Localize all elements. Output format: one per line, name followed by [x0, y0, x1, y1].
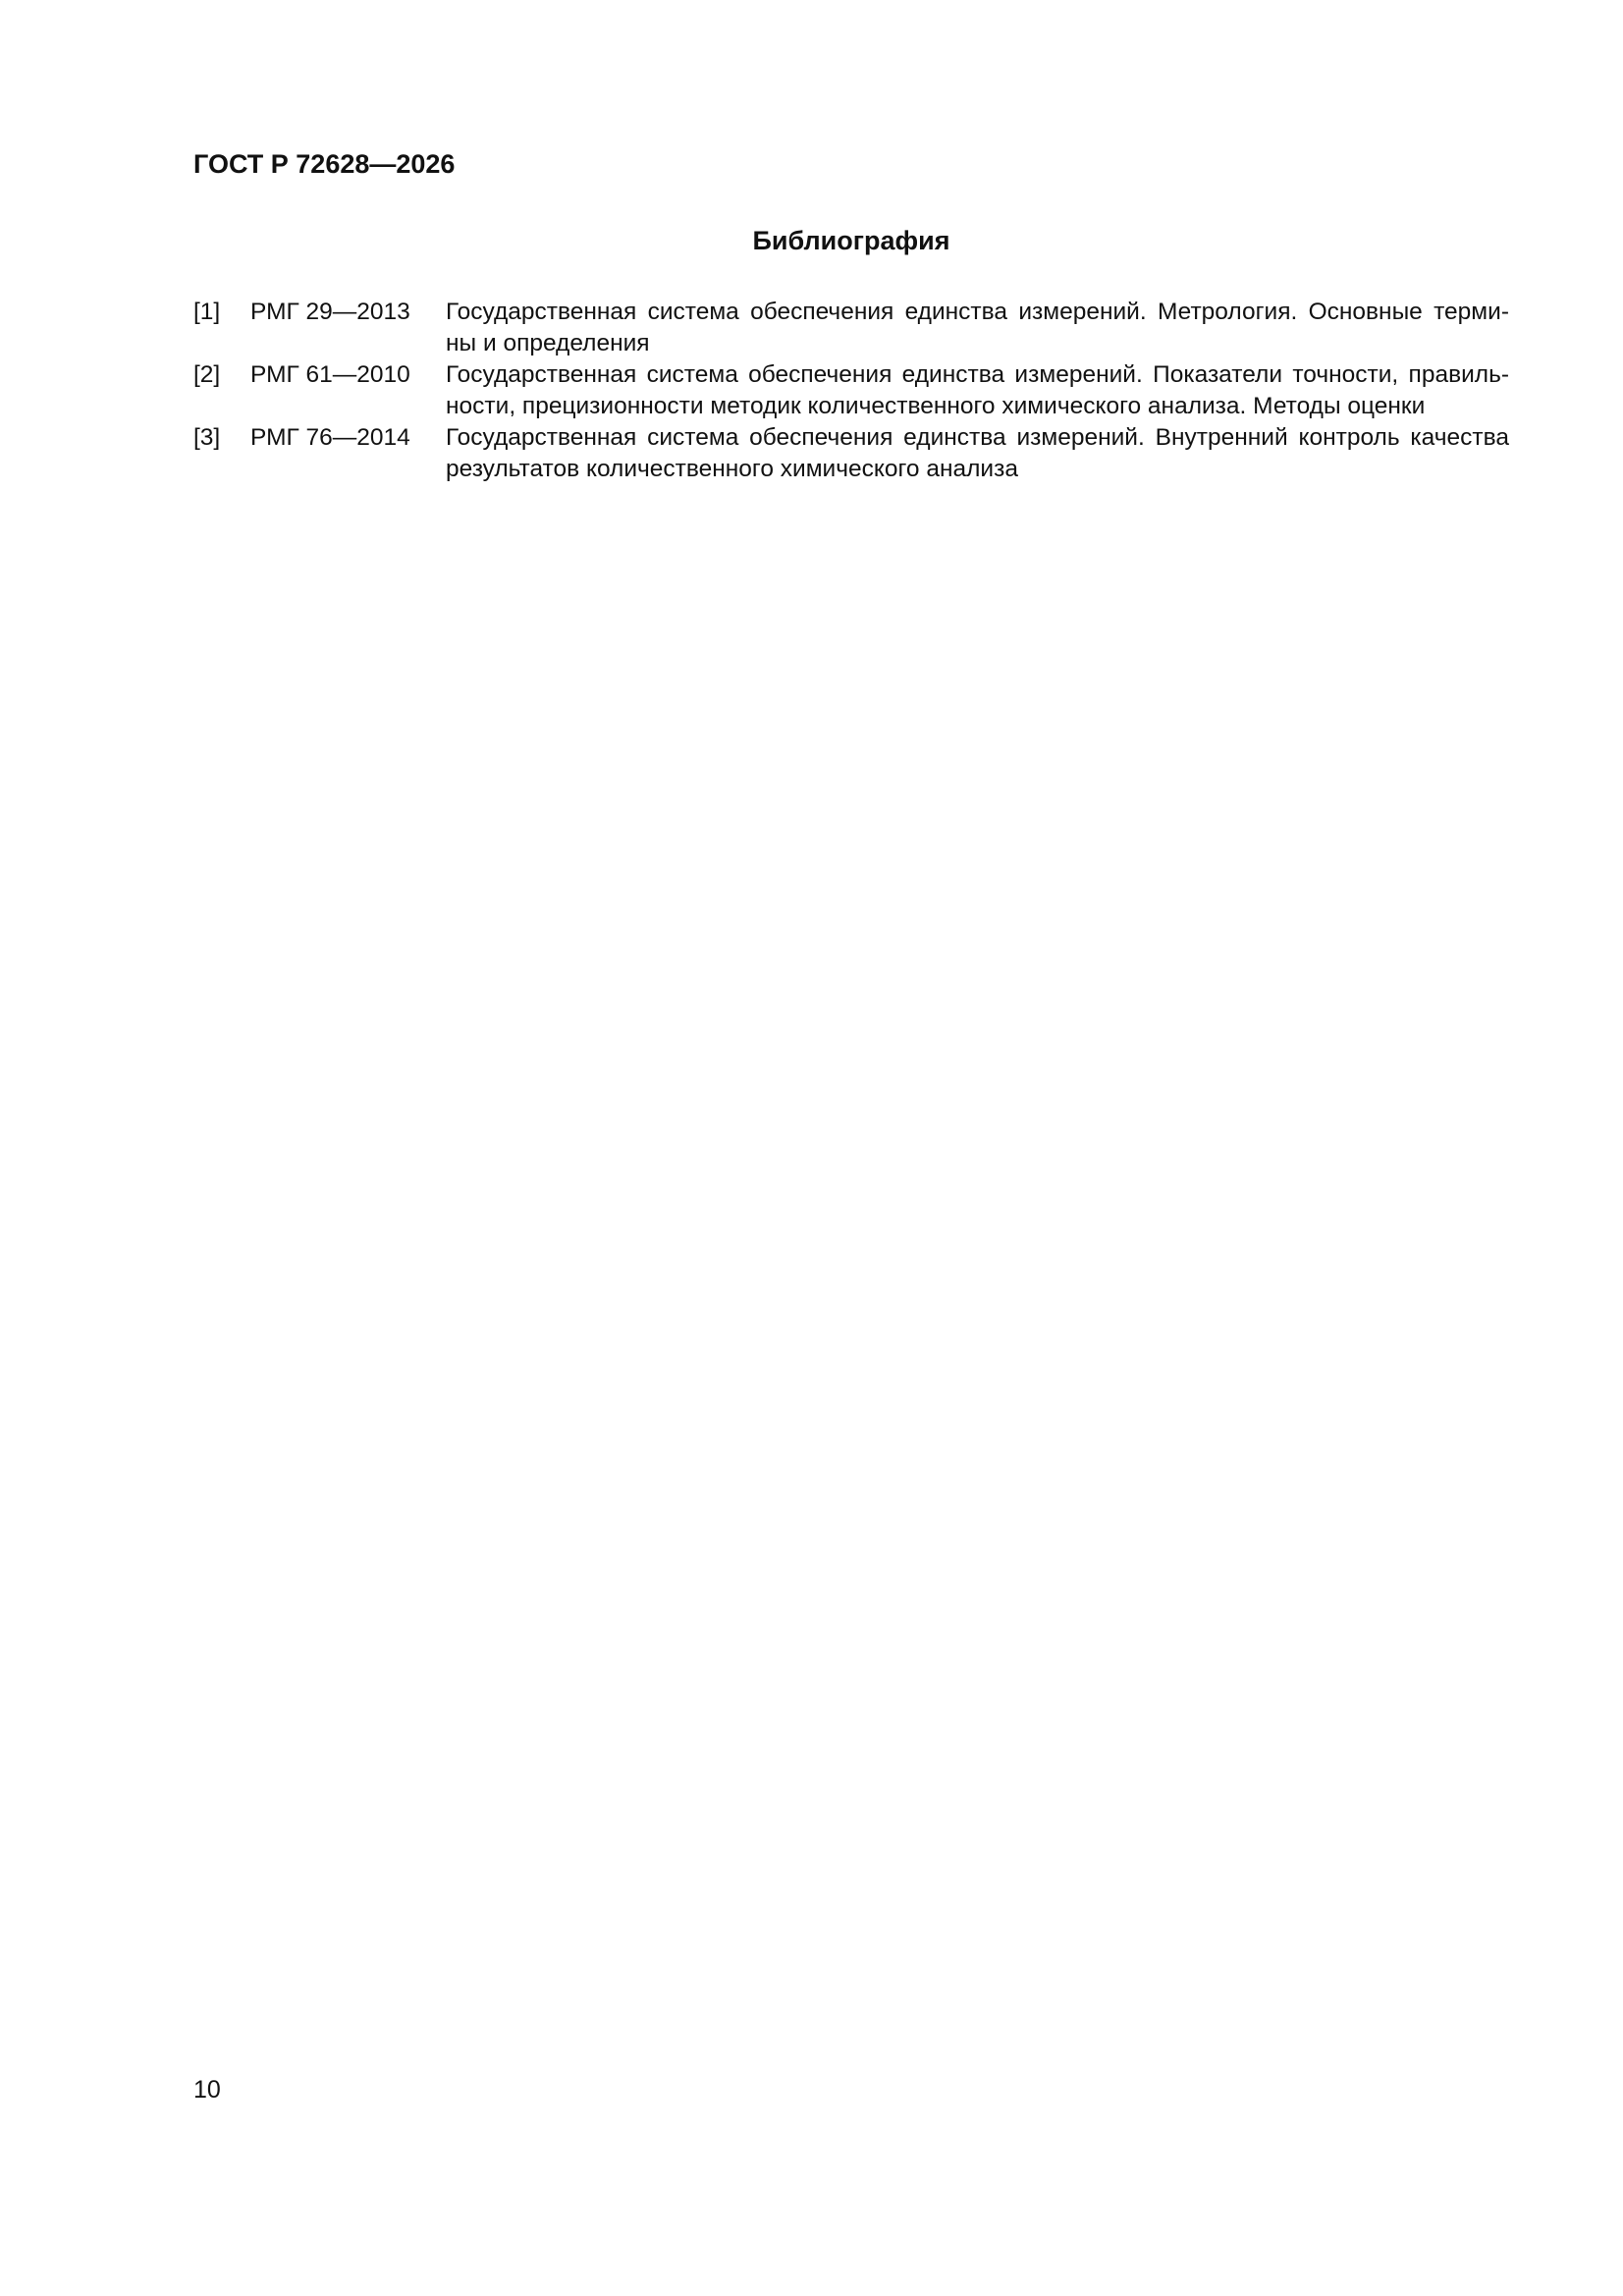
entry-code: РМГ 76—2014	[250, 424, 410, 451]
page-number: 10	[193, 2076, 221, 2104]
entry-title	[446, 297, 1509, 359]
entry-title	[446, 359, 1509, 422]
section-title: Библиография	[752, 226, 950, 255]
bibliography-entry	[193, 297, 1509, 359]
entry-title-line: результатов количественного химического анализа	[446, 456, 1018, 482]
entry-number: [2]	[193, 361, 221, 388]
entry-number: [1]	[193, 299, 221, 325]
bibliography-list	[193, 297, 1509, 485]
entry-title	[446, 422, 1509, 485]
entry-number: [3]	[193, 424, 221, 451]
entry-title-line: Государственная система обеспечения единства измерений. Показатели точности, правиль-	[446, 361, 1509, 388]
document-code: ГОСТ Р 72628—2026	[193, 149, 456, 179]
bibliography-entry	[193, 359, 1509, 422]
entry-code: РМГ 61—2010	[250, 361, 410, 388]
bibliography-entry	[193, 422, 1509, 485]
entry-title-line: ности, прецизионности методик количественного химического анализа. Методы оценки	[446, 393, 1426, 419]
entry-code: РМГ 29—2013	[250, 299, 410, 325]
entry-title-line: Государственная система обеспечения единства измерений. Внутренний контроль качества	[446, 424, 1509, 451]
entry-title-line: Государственная система обеспечения единства измерений. Метрология. Основные терми-	[446, 299, 1509, 325]
entry-title-line: ны и определения	[446, 330, 650, 356]
